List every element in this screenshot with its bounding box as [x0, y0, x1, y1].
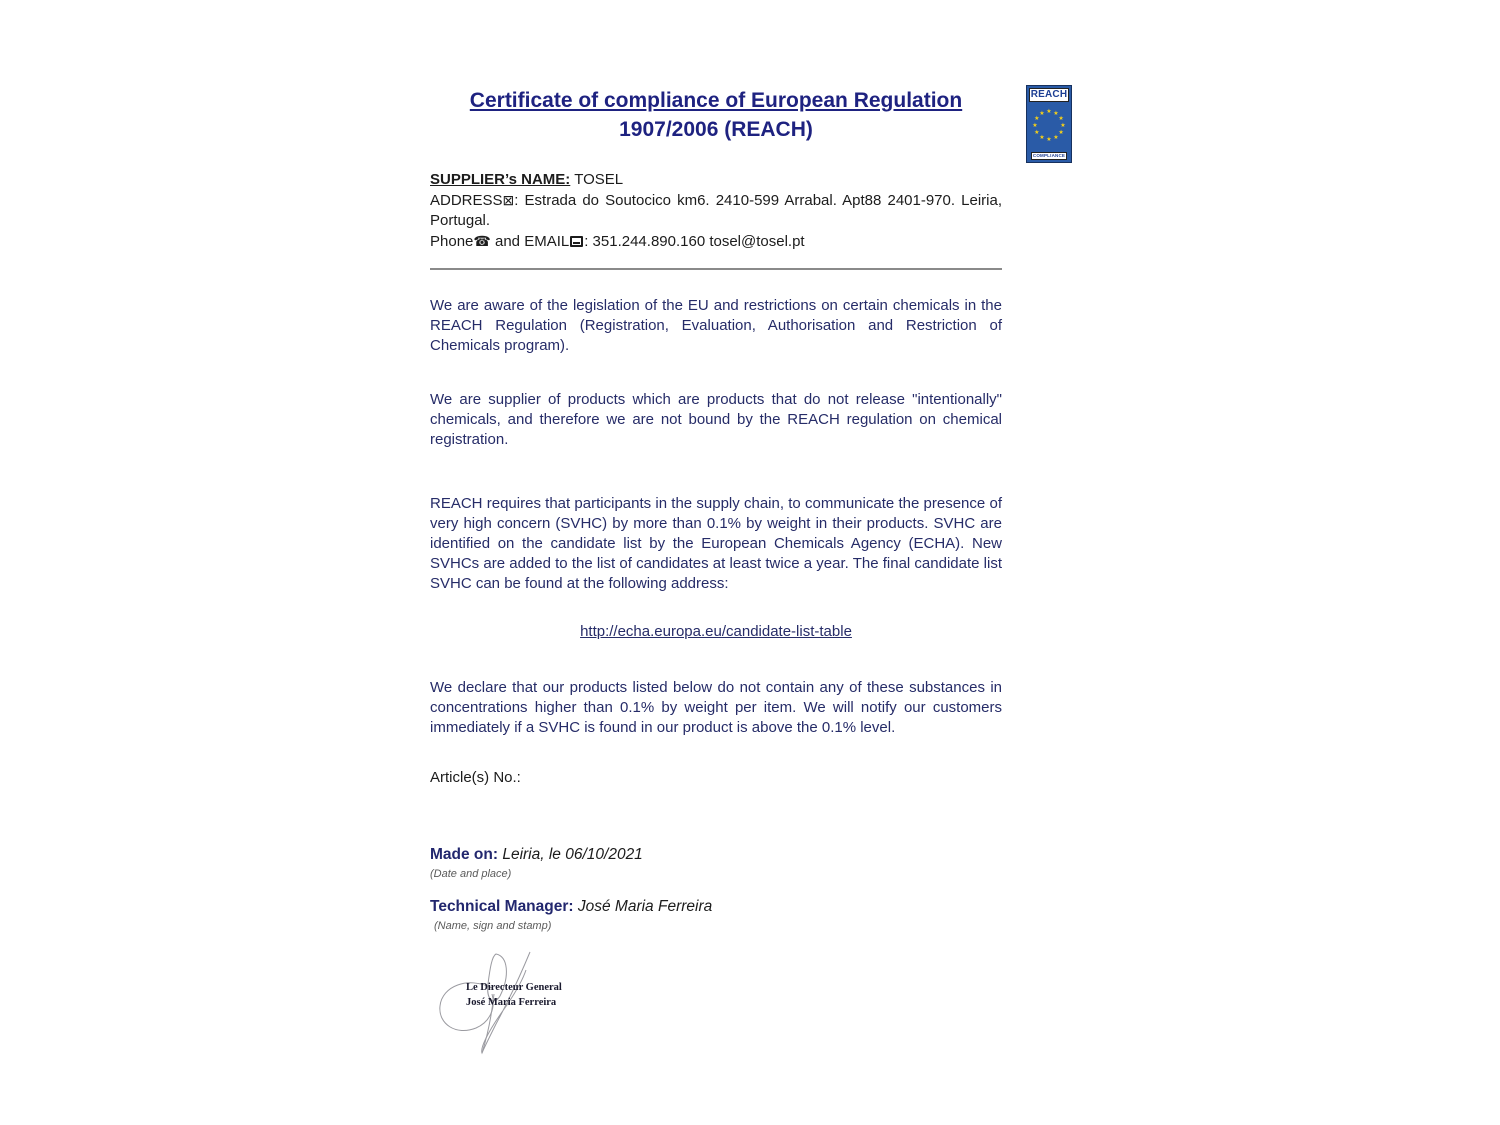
address-label: ADDRESS — [430, 192, 503, 209]
eu-star-icon: ★ — [1053, 110, 1059, 117]
eu-star-icon: ★ — [1046, 137, 1052, 143]
supplier-contact-row — [430, 231, 1002, 252]
paragraph-awareness: We are aware of the legislation of the EU and restrictions on certain chemicals in the REACH Regulation (Registration, Evaluation, Authorisation and Restriction of Chemicals program). — [430, 297, 1002, 354]
envelope-icon: ⊠ — [502, 192, 515, 208]
technical-manager-label: Technical Manager: — [430, 898, 574, 915]
signature-block — [434, 950, 574, 1055]
eu-star-icon: ★ — [1032, 123, 1038, 129]
date-place-note: (Date and place) — [430, 868, 512, 880]
supplier-block — [430, 170, 1002, 252]
supplier-name-label: SUPPLIER’s NAME: — [430, 171, 571, 188]
eu-star-icon: ★ — [1046, 109, 1052, 115]
signature-stamp-line2: José Maria Ferreira — [466, 997, 557, 1008]
name-sign-stamp-note: (Name, sign and stamp) — [434, 920, 552, 932]
eu-star-icon: ★ — [1058, 116, 1064, 122]
document-body — [430, 0, 1002, 1055]
eu-star-icon: ★ — [1060, 123, 1066, 129]
candidate-list-link[interactable]: http://echa.europa.eu/candidate-list-table — [580, 623, 852, 640]
reach-compliance-logo — [1026, 85, 1072, 163]
made-on-label: Made on: — [430, 846, 499, 863]
candidate-list-link-row — [430, 622, 1002, 642]
contact-value: : 351.244.890.160 tosel@tosel.pt — [584, 233, 805, 250]
reach-logo-title: REACH — [1030, 89, 1068, 100]
document-title-line1: Certificate of compliance of European Regulation — [469, 89, 963, 112]
eu-star-icon: ★ — [1053, 135, 1059, 142]
made-on-row — [430, 844, 1002, 866]
eu-stars-circle-icon — [1027, 102, 1071, 152]
email-monitor-icon — [570, 236, 583, 247]
eu-star-icon: ★ — [1039, 135, 1045, 142]
made-on-value: Leiria, le 06/10/2021 — [498, 846, 643, 863]
divider-rule — [430, 268, 1002, 270]
paragraph-supplier-statement: We are supplier of products which are products that do not release "intentionally" chemicals, and therefore we are not bound by the REACH regulation on chemical registration. — [430, 391, 1002, 448]
document-title — [430, 86, 1002, 144]
eu-star-icon: ★ — [1039, 110, 1045, 117]
phone-icon: ☎ — [473, 233, 491, 249]
technical-manager-row — [430, 896, 1002, 918]
address-value: : Estrada do Soutocico km6. 2410-599 Arrabal. Apt88 2401-970. Leiria, Portugal. — [430, 192, 1002, 229]
eu-star-icon: ★ — [1058, 130, 1064, 136]
document-title-line2: 1907/2006 (REACH) — [619, 118, 813, 141]
phone-label: Phone — [430, 233, 474, 250]
supplier-address-row — [430, 190, 1002, 231]
article-number-label: Article(s) No.: — [430, 769, 521, 786]
signature-stamp-line1: Le Directeur General — [466, 982, 562, 993]
technical-manager-value: José Maria Ferreira — [573, 898, 713, 915]
eu-star-icon: ★ — [1034, 116, 1040, 122]
supplier-name-value: TOSEL — [570, 171, 624, 188]
supplier-name-row — [430, 170, 1002, 190]
email-label: and EMAIL — [490, 233, 570, 250]
signature-stamp-text — [466, 980, 562, 1010]
paragraph-declaration: We declare that our products listed below do not contain any of these substances in concentrations higher than 0.1% by weight per item. We will notify our customers immediately if a SVHC is found in our product is above the 0.1% level. — [430, 679, 1002, 736]
eu-star-icon: ★ — [1034, 130, 1040, 136]
reach-logo-compliance-label: COMPLIANCE — [1032, 153, 1066, 158]
paragraph-reach-requirements: REACH requires that participants in the supply chain, to communicate the presence of very high concern (SVHC) by more than 0.1% by weight in their products. SVHC are identified on the candidate list by the European Chemicals Agency (ECHA). New SVHCs are added to the list of candidates at least twice a year. The final candidate list SVHC can be found at the following address: — [430, 495, 1002, 592]
